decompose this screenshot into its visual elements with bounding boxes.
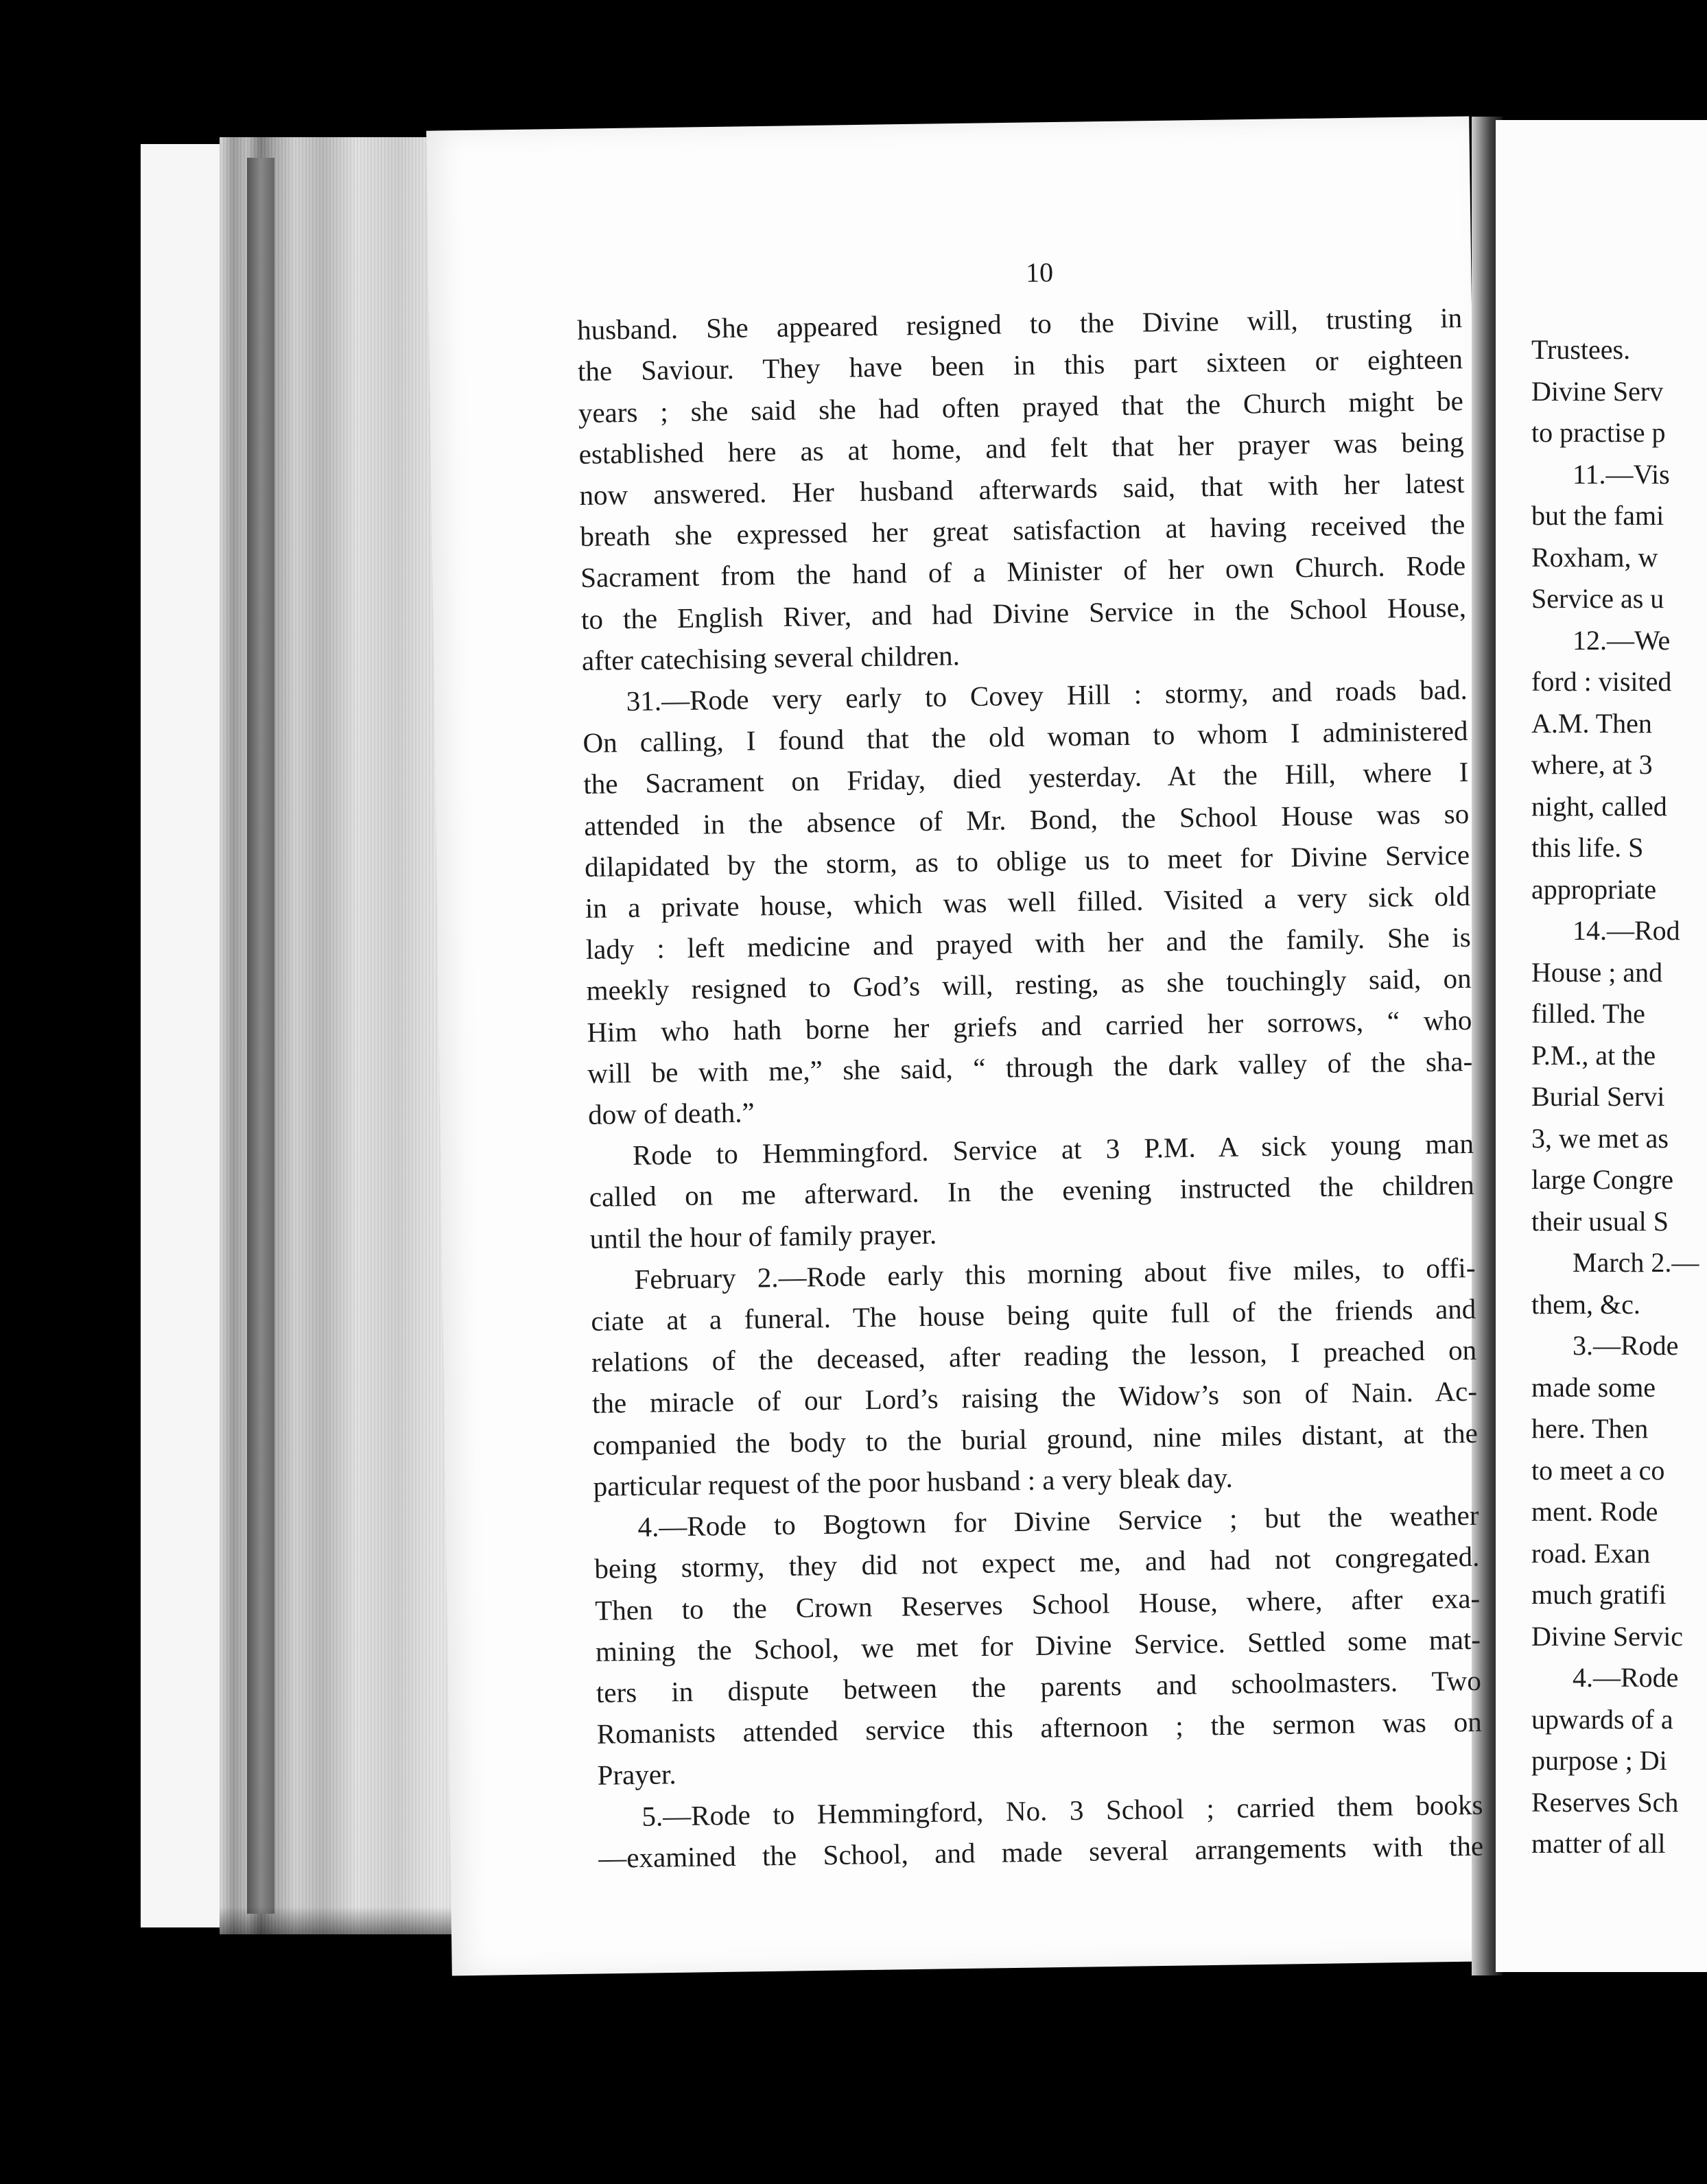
facing-page-line: 11.—Vis: [1573, 458, 1670, 490]
text-line: On calling, I found that the old woman to whom I administered: [582, 715, 1468, 759]
left-page-text: [576, 259, 1484, 1879]
facing-page-line: filled. The: [1531, 998, 1645, 1029]
facing-page-line: House ; and: [1531, 956, 1663, 988]
facing-page-line: here. Then: [1531, 1413, 1649, 1444]
facing-page-line: ment. Rode: [1531, 1496, 1658, 1527]
facing-page-line: A.M. Then: [1531, 707, 1652, 739]
text-line: dilapidated by the storm, as to oblige us to meet for Divine Service: [584, 838, 1470, 883]
facing-page-line: appropriate: [1531, 873, 1657, 905]
text-line: husband. She appeared resigned to the Divine will, trusting in: [576, 302, 1463, 346]
text-line: 5.—Rode to Hemmingford, No. 3 School ; carried them books: [641, 1788, 1483, 1832]
text-line: lady : left medicine and prayed with her and the family. She is: [585, 921, 1472, 966]
text-line: after catechising several children.: [581, 639, 961, 676]
facing-page-line: them, &c.: [1531, 1288, 1640, 1320]
text-line: established here as at home, and felt that her prayer was being: [578, 425, 1464, 470]
facing-page-line: Reserves Sch: [1531, 1786, 1679, 1818]
text-line: the miracle of our Lord’s raising the Widow’s son of Nain. Ac-: [591, 1375, 1478, 1420]
text-line: relations of the deceased, after reading the lesson, I preached on: [591, 1334, 1477, 1379]
text-line: Then to the Crown Reserves School House, where, after exa-: [594, 1582, 1481, 1626]
text-line: companied the body to the burial ground, nine miles distant, at the: [592, 1416, 1479, 1461]
facing-page-line: but the fami: [1531, 500, 1664, 531]
facing-page-line: to meet a co: [1531, 1454, 1665, 1486]
text-line: dow of death.”: [587, 1096, 755, 1130]
text-line: Him who hath borne her griefs and carried her sorrows, “ who: [587, 1004, 1472, 1048]
text-line: until the hour of family prayer.: [589, 1218, 937, 1255]
facing-page-line: 3, we met as: [1531, 1122, 1669, 1154]
text-line: the Sacrament on Friday, died yesterday. At the Hill, where I: [583, 756, 1469, 800]
text-line: now answered. Her husband afterwards said, that with her latest: [579, 466, 1465, 511]
page-stack-shadow: [247, 158, 274, 1914]
text-line: Romanists attended service this afternoon ; the sermon was on: [596, 1705, 1482, 1750]
facing-page-line: 4.—Rode: [1573, 1662, 1679, 1693]
text-line: to the English River, and had Divine Service in the School House,: [580, 591, 1467, 635]
facing-page-line: their usual S: [1531, 1205, 1669, 1237]
facing-page-line: this life. S: [1531, 832, 1644, 863]
text-line: years ; she said she had often prayed that the Church might be: [578, 384, 1464, 429]
text-line: Prayer.: [597, 1758, 676, 1792]
text-line: February 2.—Rode early this morning about five miles, to offi-: [634, 1251, 1476, 1295]
text-line: attended in the absence of Mr. Bond, the School House was so: [583, 797, 1470, 842]
facing-page-line: 14.—Rod: [1573, 915, 1680, 946]
facing-page-line: Roxham, w: [1531, 541, 1658, 573]
facing-page-line: road. Exan: [1531, 1537, 1651, 1569]
text-line: —examined the School, and made several arrangements with the: [598, 1829, 1484, 1874]
facing-page-line: Burial Servi: [1531, 1081, 1665, 1112]
left-page-body: [577, 297, 1484, 1879]
text-line: mining the School, we met for Divine Service. Settled some mat-: [595, 1623, 1481, 1667]
facing-page-line: Service as u: [1531, 583, 1664, 614]
text-line: ciate at a funeral. The house being quite full of the friends and: [591, 1292, 1476, 1337]
facing-page-line: where, at 3: [1531, 749, 1653, 780]
facing-page-line: purpose ; Di: [1531, 1745, 1667, 1776]
text-line: Sacrament from the hand of a Minister of her own Church. Rode: [580, 549, 1466, 594]
text-line: called on me afterward. In the evening instructed the children: [589, 1169, 1475, 1213]
right-page-text: [1531, 329, 1707, 1865]
facing-page-line: made some: [1531, 1371, 1656, 1403]
facing-page-line: P.M., at the: [1531, 1039, 1656, 1071]
facing-page-line: Divine Serv: [1531, 375, 1664, 407]
facing-page-line: upwards of a: [1531, 1703, 1673, 1735]
text-line: particular request of the poor husband : a very bleak day.: [593, 1461, 1234, 1502]
facing-page-line: Trustees.: [1531, 334, 1631, 365]
text-line: meekly resigned to God’s will, resting, as she touchingly said, on: [586, 962, 1472, 1007]
page-block-edge: [141, 144, 223, 1927]
facing-page-line: March 2.—: [1573, 1247, 1699, 1278]
text-line: breath she expressed her great satisfaction at having received the: [580, 508, 1465, 553]
facing-page-line: night, called: [1531, 790, 1667, 822]
text-line: 4.—Rode to Bogtown for Divine Service ; but the weather: [637, 1499, 1479, 1543]
text-line: 31.—Rode very early to Covey Hill : stormy, and roads bad.: [626, 673, 1468, 717]
text-line: will be with me,” she said, “ through the dark valley of the sha-: [587, 1045, 1473, 1089]
text-line: the Saviour. They have been in this part sixteen or eighteen: [577, 343, 1463, 388]
text-line: Rode to Hemmingford. Service at 3 P.M. A sick young man: [632, 1128, 1474, 1172]
text-line: in a private house, which was well filled. Visited a very sick old: [585, 879, 1471, 924]
facing-page-line: Divine Servic: [1531, 1620, 1684, 1652]
facing-page-line: large Congre: [1531, 1164, 1673, 1195]
facing-page-line: to practise p: [1531, 417, 1666, 448]
text-line: being stormy, they did not expect me, and had not congregated.: [594, 1541, 1480, 1585]
facing-page-line: matter of all: [1531, 1828, 1666, 1859]
facing-page-line: 12.—We: [1573, 624, 1671, 656]
facing-page-line: much gratifi: [1531, 1579, 1667, 1610]
facing-page-line: ford : visited: [1531, 666, 1672, 697]
page-number: 10: [1025, 257, 1054, 288]
text-line: ters in dispute between the parents and schoolmasters. Two: [596, 1664, 1482, 1709]
facing-page-line: 3.—Rode: [1573, 1330, 1679, 1361]
